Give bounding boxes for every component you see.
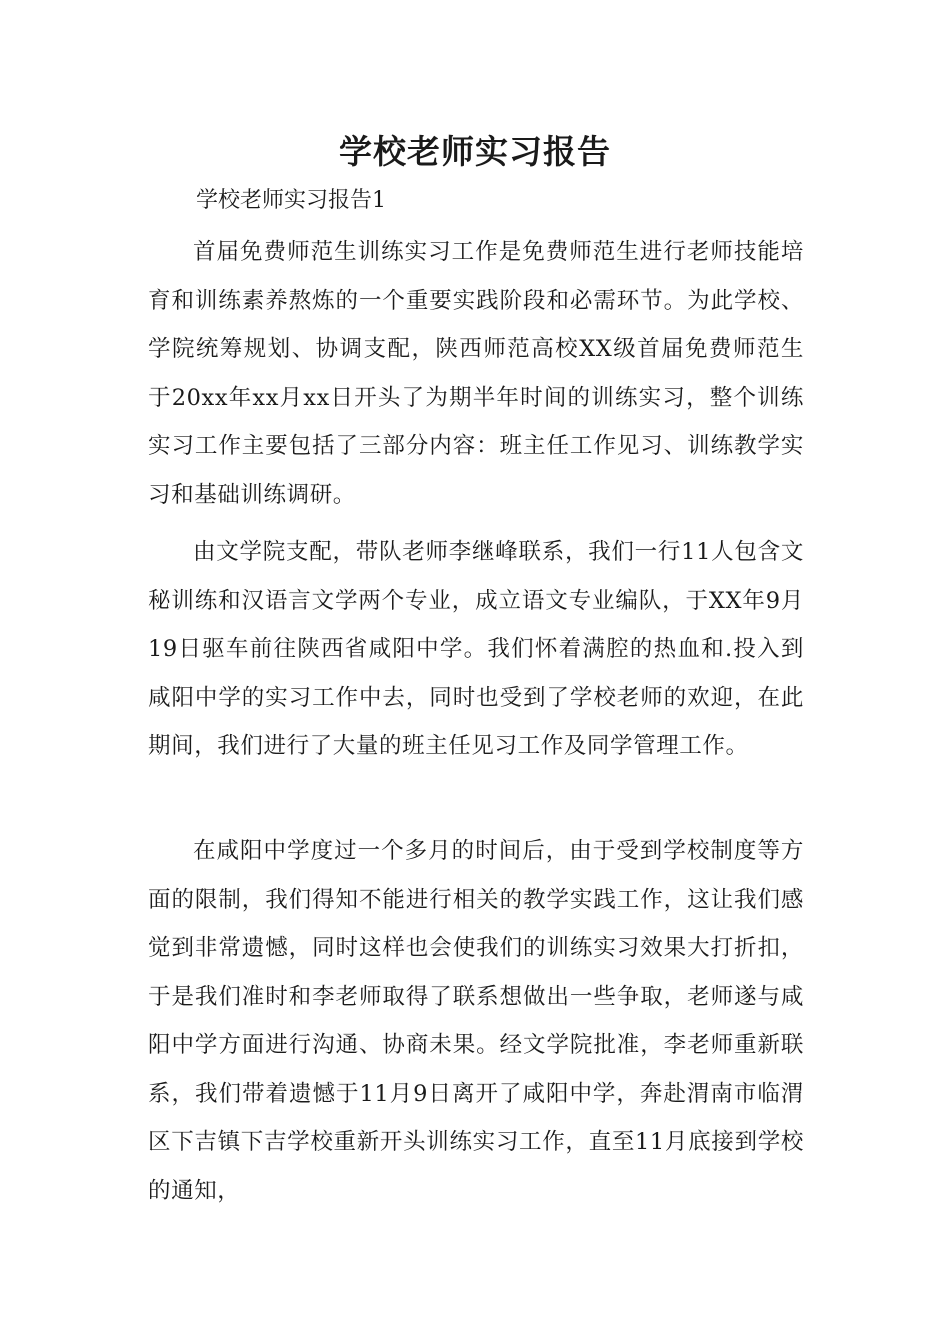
section-heading: 学校老师实习报告1	[196, 188, 386, 213]
body-paragraph-1: 首届免费师范生训练实习工作是免费师范生进行老师技能培育和训练素养熬炼的一个重要实践阶段和必需环节。为此学校、学院统筹规划、协调支配，陕西师范高校XX级首届免费师范生于20xx年xx月xx日开头了为期半年时间的训练实习，整个训练实习工作主要包括了三部分内容：班主任工作见习、训练教学实习和基础训练调研。	[148, 239, 804, 508]
body-paragraph-3: 在咸阳中学度过一个多月的时间后，由于受到学校制度等方面的限制，我们得知不能进行相关的教学实践工作，这让我们感觉到非常遗憾，同时这样也会使我们的训练实习效果大打折扣，于是我们准时和李老师取得了联系想做出一些争取，老师遂与咸阳中学方面进行沟通、协商未果。经文学院批准，李老师重新联系，我们带着遗憾于11月9日离开了咸阳中学，奔赴渭南市临渭区下吉镇下吉学校重新开头训练实习工作，直至11月底接到学校的通知，	[148, 838, 804, 1204]
body-paragraph-2: 由文学院支配，带队老师李继峰联系，我们一行11人包含文秘训练和汉语言文学两个专业，成立语文专业编队，于XX年9月19日驱车前往陕西省咸阳中学。我们怀着满腔的热血和.投入到咸阳中学的实习工作中去，同时也受到了学校老师的欢迎，在此期间，我们进行了大量的班主任见习工作及同学管理工作。	[148, 539, 804, 759]
document-title: 学校老师实习报告	[339, 132, 611, 171]
